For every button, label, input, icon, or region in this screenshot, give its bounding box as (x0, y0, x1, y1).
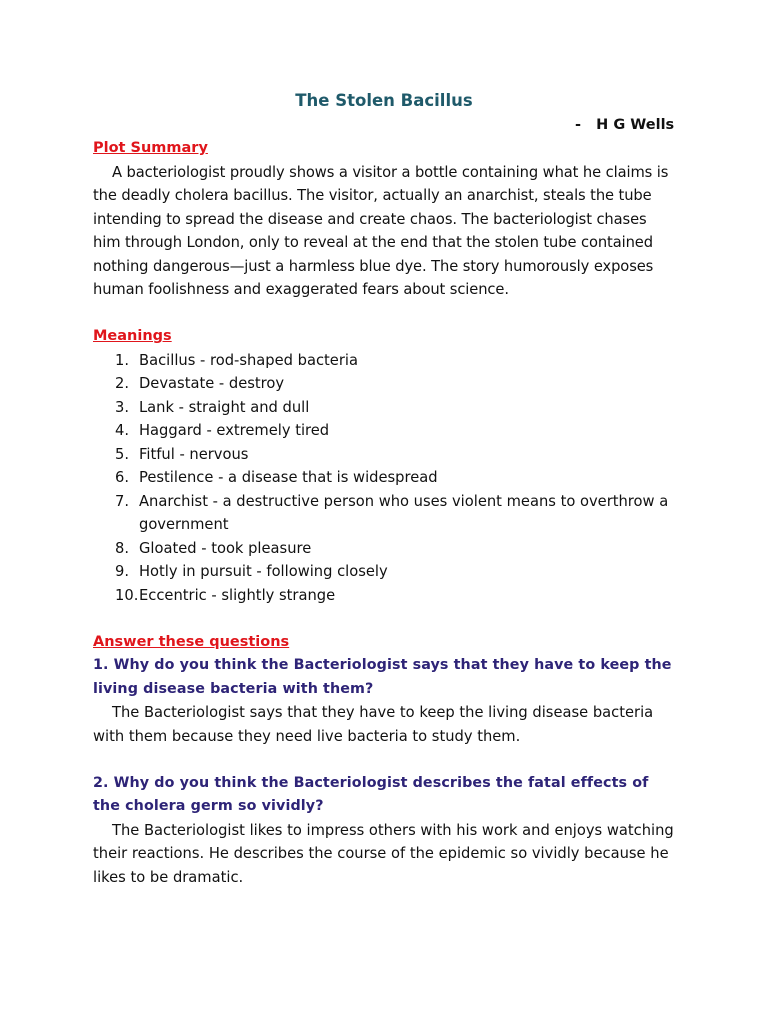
answer-1: The Bacteriologist says that they have to keep the living disease bacteria with them because they need live bacteria to study them. (93, 704, 654, 745)
plot-summary-heading: Plot Summary (93, 140, 208, 156)
author-line: - H G Wells (575, 117, 675, 133)
list-item (93, 537, 678, 561)
list-item-number: 7. (115, 492, 130, 510)
list-item-number: 8. (115, 539, 130, 557)
meanings-list (93, 349, 678, 608)
list-item (93, 396, 678, 420)
spacer (93, 748, 678, 772)
list-item (93, 349, 678, 373)
list-item (93, 560, 678, 584)
plot-summary-text: A bacteriologist proudly shows a visitor a bottle containing what he claims is the deadly cholera bacillus. The visitor, actually an anarchist, steals the tube intending to spread the disease and create chaos. The bacteriologist chases him through London, only to reveal at the end that the stolen tube contained nothing dangerous—just a harmless blue dye. The story humorously exposes human foolishness and exaggerated fears about science. (93, 163, 669, 298)
list-item-text: Gloated - took pleasure (139, 539, 312, 557)
list-item-number: 4. (115, 422, 130, 439)
list-item-text: Fitful - nervous (139, 445, 249, 463)
list-item-text: Anarchist - a destructive person who uses violent means to overthrow a government (139, 492, 669, 533)
list-item-text: Haggard - extremely tired (139, 422, 330, 439)
list-item-text: Pestilence - a disease that is widespread (139, 469, 438, 486)
list-item-text: Hotly in pursuit - following closely (139, 563, 388, 580)
list-item (93, 490, 678, 537)
page-title: The Stolen Bacillus (295, 91, 473, 110)
list-item (93, 466, 678, 490)
list-item-number: 9. (115, 563, 130, 580)
list-item (93, 419, 678, 443)
answer-2: The Bacteriologist likes to impress others with his work and enjoys watching their reactions. He describes the course of the epidemic so vividly because he likes to be dramatic. (93, 821, 674, 886)
list-item-text: Eccentric - slightly strange (139, 586, 336, 604)
list-item-text: Lank - straight and dull (139, 398, 310, 416)
list-item (93, 443, 678, 467)
list-item (93, 584, 678, 608)
question-1: 1. Why do you think the Bacteriologist says that they have to keep the living disease bacteria with them? (93, 657, 672, 697)
list-item-number: 6. (115, 469, 130, 486)
document-body (93, 137, 678, 889)
list-item-number: 10. (115, 586, 139, 604)
list-item-number: 1. (115, 351, 130, 369)
list-item-text: Devastate - destroy (139, 375, 285, 392)
meanings-heading: Meanings (93, 328, 172, 344)
list-item-number: 2. (115, 375, 130, 392)
list-item (93, 372, 678, 396)
spacer (93, 607, 678, 631)
spacer (93, 302, 678, 326)
questions-heading: Answer these questions (93, 633, 290, 650)
list-item-number: 5. (115, 445, 130, 463)
list-item-text: Bacillus - rod-shaped bacteria (139, 351, 358, 369)
list-item-number: 3. (115, 398, 130, 416)
question-2: 2. Why do you think the Bacteriologist describes the fatal effects of the cholera germ so vividly? (93, 774, 649, 814)
